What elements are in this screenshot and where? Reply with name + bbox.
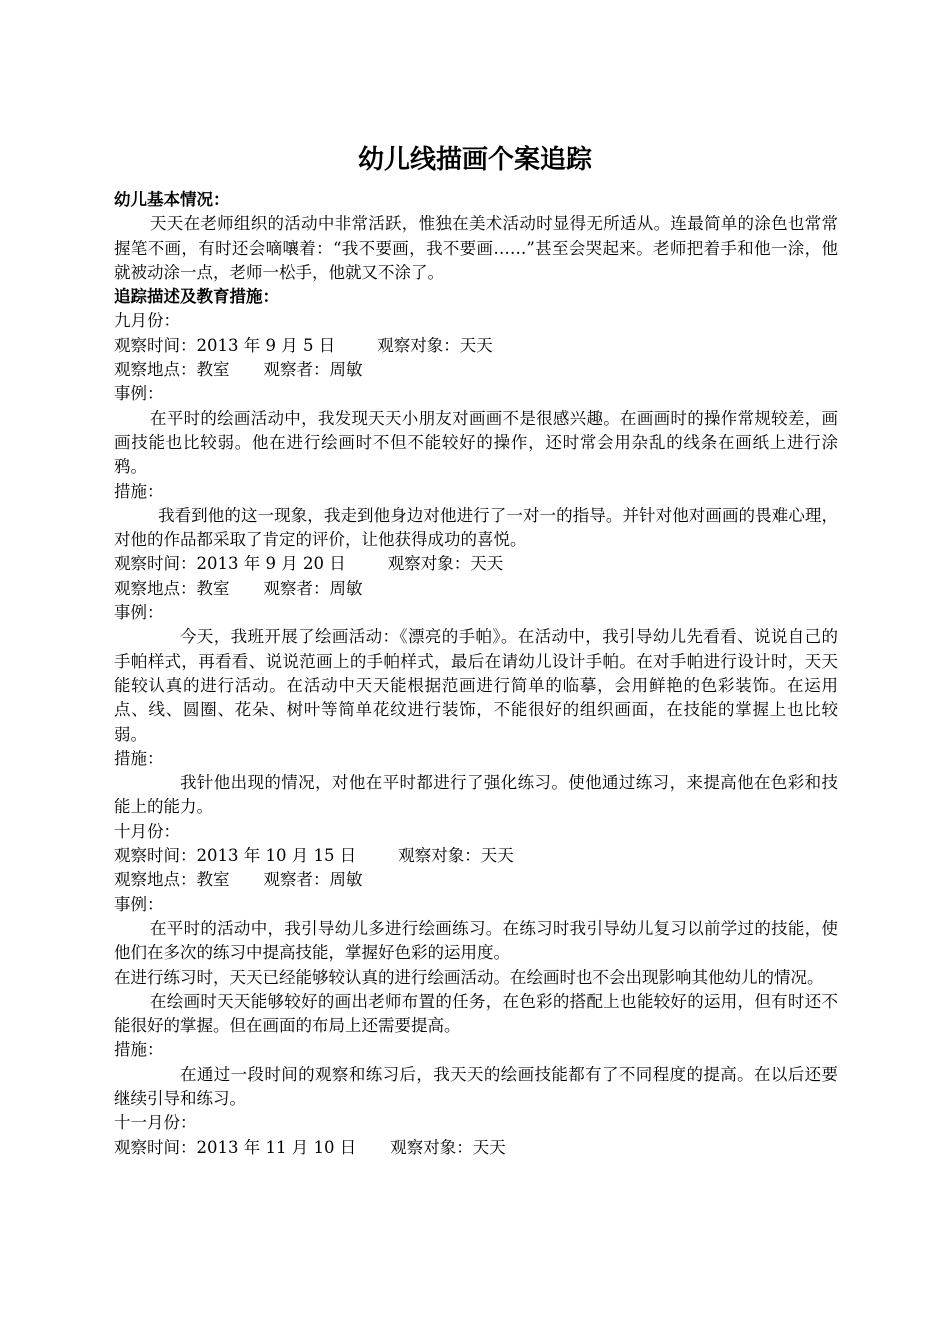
measure-label: 措施： [114,1040,164,1060]
observation-time: 观察时间：2013 年 9 月 20 日 [114,554,346,574]
observation-place-row [114,577,838,601]
observation-time-row [114,844,838,868]
observer: 观察者：周敏 [263,360,363,380]
case-label: 事例： [114,894,164,914]
measure-text: 我看到他的这一现象，我走到他身边对他进行了一对一的指导。并针对他对画画的畏难心理，对他的作品都采取了肯定的评价，让他获得成功的喜悦。 [114,505,838,550]
month-label-november: 十一月份： [114,1113,197,1133]
case-text: 在进行练习时，天天已经能够较认真的进行绘画活动。在绘画时也不会出现影响其他幼儿的情况。 [114,967,824,987]
observation-target: 观察对象：天天 [398,846,514,866]
measure-text: 在通过一段时间的观察和练习后，我天天的绘画技能都有了不同程度的提高。在以后还要继续引导和练习。 [114,1064,838,1108]
observation-time-row [114,552,838,576]
observer: 观察者：周敏 [263,578,363,598]
observation-time: 观察时间：2013 年 9 月 5 日 [114,335,336,355]
observation-place-row [114,358,838,382]
observation-target: 观察对象：天天 [387,554,504,574]
case-label: 事例： [114,603,164,623]
case-text: 今天，我班开展了绘画活动：《漂亮的手帕》。在活动中，我引导幼儿先看看、说说自己的手帕样式，再看看、说说范画上的手帕样式，最后在请幼儿设计手帕。在对手帕进行设计时，天天能较认真的进行活动。在活动中天天能根据范画进行简单的临摹，会用鲜艳的色彩装饰。在运用点、线、圆圈、花朵、树叶等简单花纹进行装饰，不能很好的组织画面，在技能的掌握上也比较弱。 [114,627,838,744]
observation-time: 观察时间：2013 年 11 月 10 日 [114,1137,357,1157]
case-text: 在平时的绘画活动中，我发现天天小朋友对画画不是很感兴趣。在画画时的操作常规较差，画画技能也比较弱。他在进行绘画时不但不能较好的操作，还时常会用杂乱的线条在画纸上进行涂鸦。 [114,408,838,477]
observer: 观察者：周敏 [263,870,363,890]
observation-place: 观察地点：教室 [114,578,230,598]
tracking-heading: 追踪描述及教育措施： [114,287,279,307]
case-text: 在平时的活动中，我引导幼儿多进行绘画练习。在练习时我引导幼儿复习以前学过的技能，使他们在多次的练习中提高技能，掌握好色彩的运用度。 [114,918,838,963]
observation-place-row [114,868,838,892]
measure-text: 我针他出现的情况，对他在平时都进行了强化练习。使他通过练习，来提高他在色彩和技能上的能力。 [114,773,838,817]
observation-place: 观察地点：教室 [114,360,230,380]
measure-label: 措施： [114,481,164,501]
document-title: 幼儿线描画个案追踪 [357,145,592,175]
month-label-september: 九月份： [114,311,180,331]
case-label: 事例： [114,384,164,404]
observation-time-row [114,334,838,358]
month-label-october: 十月份： [114,821,180,841]
document-body [114,188,838,1160]
measure-label: 措施： [114,748,164,768]
observation-target: 观察对象：天天 [377,335,493,355]
observation-time: 观察时间：2013 年 10 月 15 日 [114,846,357,866]
observation-target: 观察对象：天天 [390,1137,506,1157]
observation-time-row [114,1136,838,1160]
case-text: 在绘画时天天能够较好的画出老师布置的任务，在色彩的搭配上也能较好的运用，但有时还不能很好的掌握。但在画面的布局上还需要提高。 [114,991,838,1036]
observation-place: 观察地点：教室 [114,870,230,890]
basic-info-text: 天天在老师组织的活动中非常活跃，惟独在美术活动时显得无所适从。连最简单的涂色也常常握笔不画，有时还会嘀嚷着：“我不要画，我不要画……”甚至会哭起来。老师把着手和他一涂，他就被动涂一点，老师一松手，他就又不涂了。 [114,214,838,282]
basic-info-heading: 幼儿基本情况： [114,190,230,209]
